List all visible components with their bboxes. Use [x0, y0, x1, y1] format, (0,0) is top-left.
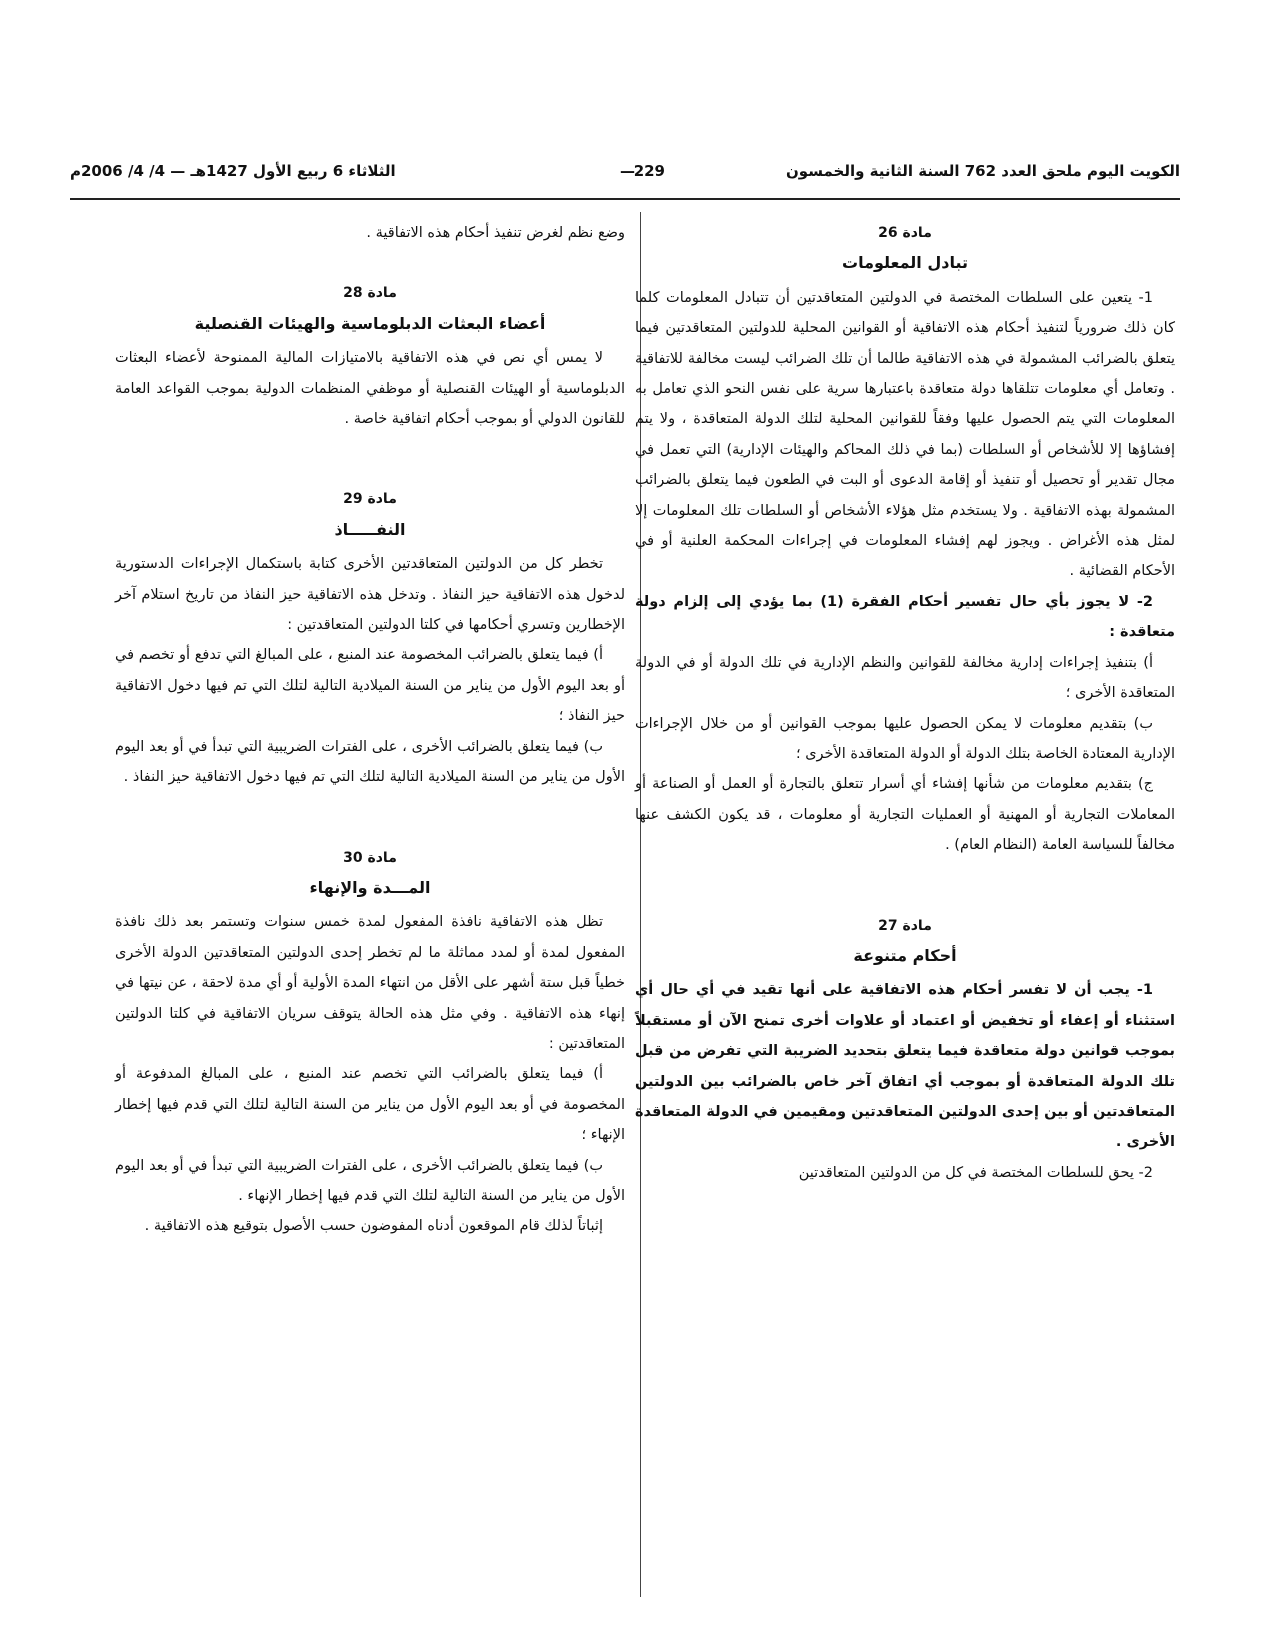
- article-29-number: مادة 29: [343, 491, 397, 508]
- article-28-number: مادة 28: [343, 285, 397, 302]
- article-30-number: مادة 30: [343, 849, 397, 866]
- article-26-title: تبادل المعلومات: [841, 253, 968, 273]
- article-30-item-b: ب) فيما يتعلق بالضرائب الأخرى ، على الفترات الضريبية التي تبدأ في أو بعد اليوم الأول من يناير من السنة التالية لتلك التي قدم فيها إخطار الإنهاء .: [115, 1157, 625, 1204]
- article-30-title: المـــدة والإنهاء: [309, 877, 431, 897]
- article-27-number: مادة 27: [878, 917, 932, 934]
- article-26-item-c: ج) بتقديم معلومات من شأنها إفشاء أي أسرار تتعلق بالتجارة أو العمل أو الصناعة أو المعاملات التجارية أو المهنية أو العمليات التجارية أو معلومات ، قد يكون الكشف عنها مخالفاً للسياسة العامة (النظام العام) .: [635, 776, 1175, 854]
- publication-title: الكويت اليوم ملحق العدد 762 السنة الثانية والخمسون: [785, 162, 1180, 180]
- page-header: [70, 162, 1180, 190]
- issue-date: الثلاثاء 6 ربيع الأول 1427هـ — 4/ 4/ 2006م: [70, 162, 396, 180]
- article-29-paragraph: تخطر كل من الدولتين المتعاقدتين الأخرى كتابة باستكمال الإجراءات الدستورية لدخول هذه الاتفاقية حيز النفاذ . وتدخل هذه الاتفاقية حيز النفاذ من تاريخ استلام آخر الإخطارين وتسري أحكامها في كلتا الدولتين المتعاقدتين :: [115, 556, 625, 634]
- article-26-item-a: أ) بتنفيذ إجراءات إدارية مخالفة للقوانين والنظم الإدارية في تلك الدولة أو في الدولة المتعاقدة الأخرى ؛: [635, 654, 1175, 702]
- continuation-text: وضع نظم لغرض تنفيذ أحكام هذه الاتفاقية .: [366, 225, 625, 241]
- article-27-paragraph-1: 1- يجب أن لا تفسر أحكام هذه الاتفاقية على أنها تقيد في أي حال أي استثناء أو إعفاء أو تخفيض أو اعتماد أو علاوات أخرى تمنح الآن أو مستقبلاً بموجب قوانين دولة متعاقدة فيما يتعلق بتحديد الضريبة التي تفرض من قبل تلك الدولة المتعاقدة أو بموجب أي اتفاق آخر خاص بالضرائب بين الدولتين المتعاقدتين أو بين إحدى الدولتين المتعاقدتين ومقيمين في الدولة المتعاقدة الأخرى .: [635, 982, 1175, 1151]
- left-column: [115, 218, 625, 1242]
- closing-statement: إثباتاً لذلك قام الموقعون أدناه المفوضون حسب الأصول بتوقيع هذه الاتفاقية .: [144, 1218, 603, 1235]
- article-27-title: أحكام متنوعة: [853, 945, 957, 965]
- article-26-number: مادة 26: [878, 225, 932, 241]
- page-number: 229: [633, 162, 665, 180]
- article-29-item-b: ب) فيما يتعلق بالضرائب الأخرى ، على الفترات الضريبية التي تبدأ في أو بعد اليوم الأول من يناير من السنة الميلادية التالية لتلك التي تم فيها دخول الاتفاقية حيز النفاذ .: [115, 738, 625, 786]
- article-29-title: النفـــــاذ: [334, 519, 406, 539]
- article-30-item-a: أ) فيما يتعلق بالضرائب التي تخصم عند المنبع ، على المبالغ المدفوعة أو المخصومة في أو بعد اليوم الأول من يناير من السنة التالية لتلك التي قدم فيها إخطار الإنهاء ؛: [115, 1066, 625, 1144]
- article-26-paragraph-1: 1- يتعين على السلطات المختصة في الدولتين المتعاقدتين أن تتبادل المعلومات كلما كان ذلك ضرورياً لتنفيذ أحكام هذه الاتفاقية أو القوانين المحلية للدولتين المتعاقدتين فيما يتعلق بالضرائب المشمولة في هذه الاتفاقية طالما أن تلك الضرائب ليست مخالفة للاتفاقية . وتعامل أي معلومات تتلقاها دولة متعاقدة باعتبارها سرية على نفس النحو الذي تعامل به المعلومات التي يتم الحصول عليها وفقاً للقوانين المحلية لتلك الدولة المتعاقدة ، ولا يتم إفشاؤها إلا للأشخاص أو السلطات (بما في ذلك المحاكم والهيئات الإدارية) التي تعمل في مجال تقدير أو تحصيل أو تنفيذ أو إقامة الدعوى أو البت في الطعون فيما يتعلق بالضرائب المشمولة بهذه الاتفاقية . ولا يستخدم مثل هؤلاء الأشخاص أو السلطات تلك المعلومات إلا لمثل هذه الأغراض . ويجوز لهم إفشاء المعلومات في إجراءات المحكمة العلنية أو في الأحكام القضائية .: [635, 289, 1175, 580]
- header-rule: [70, 198, 1180, 200]
- article-26-paragraph-2: 2- لا يجوز بأي حال تفسير أحكام الفقرة (1) بما يؤدي إلى إلزام دولة متعاقدة :: [635, 593, 1175, 641]
- right-column: [635, 218, 1175, 1188]
- article-30-paragraph: تظل هذه الاتفاقية نافذة المفعول لمدة خمس سنوات وتستمر بعد ذلك نافذة المفعول لمدة أو لمدد مماثلة ما لم تخطر إحدى الدولتين المتعاقدتين الدولة الأخرى خطياً قبل ستة أشهر على الأقل من انتهاء المدة الأولية أو أي مدة لاحقة ، عن نيتها في إنهاء هذه الاتفاقية . وفي مثل هذه الحالة يتوقف سريان الاتفاقية في كلتا الدولتين المتعاقدتين :: [115, 914, 625, 1052]
- article-27-paragraph-2: 2- يحق للسلطات المختصة في كل من الدولتين المتعاقدتين: [798, 1164, 1153, 1181]
- header-separator: —: [620, 162, 635, 180]
- article-28-title: أعضاء البعثات الدبلوماسية والهيئات القنصلية: [194, 313, 546, 333]
- article-29-item-a: أ) فيما يتعلق بالضرائب المخصومة عند المنبع ، على المبالغ التي تدفع أو تخصم في أو بعد اليوم الأول من يناير من السنة الميلادية التالية لتلك التي تم فيها دخول الاتفاقية حيز النفاذ ؛: [115, 647, 625, 725]
- article-26-item-b: ب) بتقديم معلومات لا يمكن الحصول عليها بموجب القوانين أو من خلال الإجراءات الإدارية المعتادة الخاصة بتلك الدولة أو الدولة المتعاقدة الأخرى ؛: [635, 715, 1175, 762]
- article-28-paragraph: لا يمس أي نص في هذه الاتفاقية بالامتيازات المالية الممنوحة لأعضاء البعثات الدبلوماسية أو الهيئات القنصلية أو موظفي المنظمات الدولية بموجب القواعد العامة للقانون الدولي أو بموجب أحكام اتفاقية خاصة .: [115, 350, 625, 428]
